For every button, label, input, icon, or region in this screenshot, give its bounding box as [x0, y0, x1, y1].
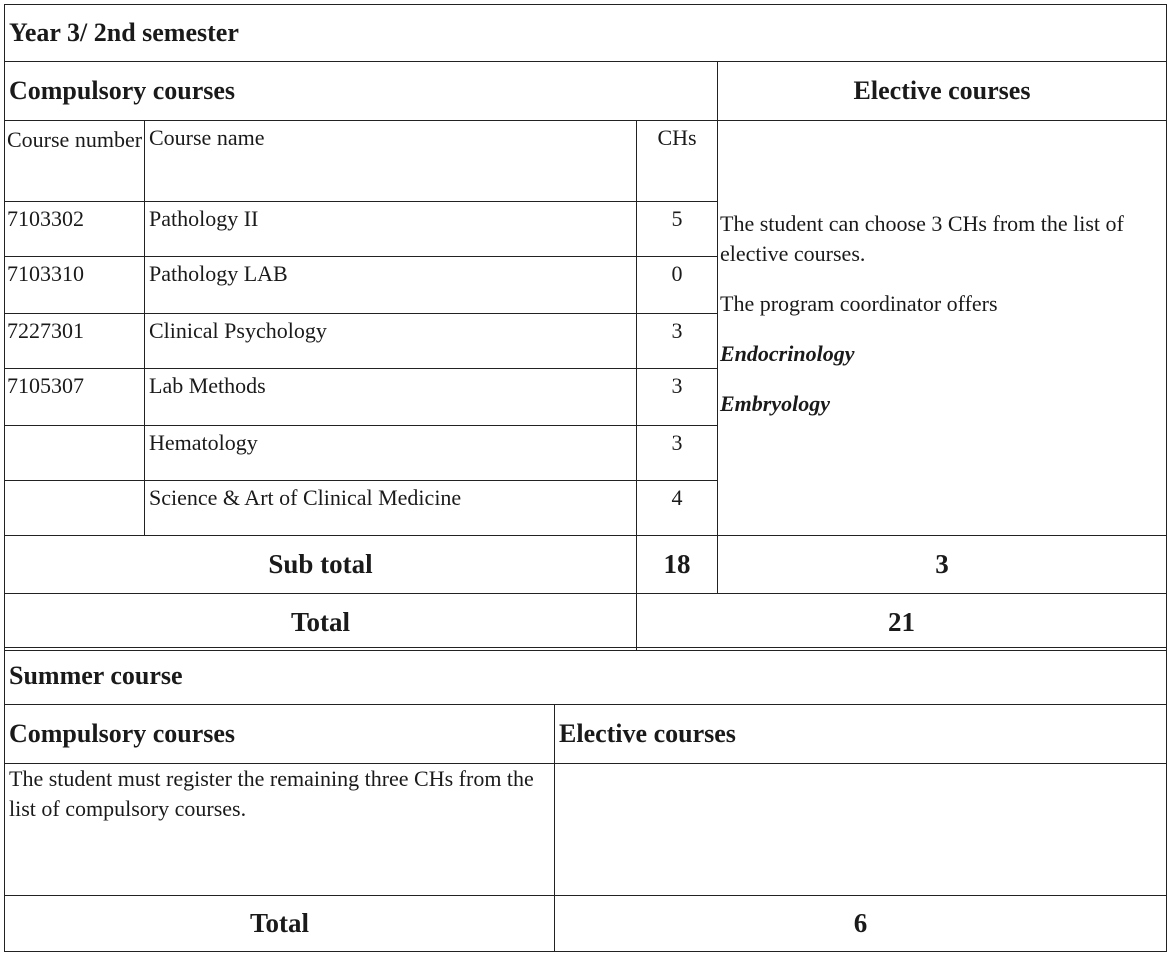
summer-title: Summer course: [5, 648, 1167, 705]
course-chs: 5: [637, 202, 718, 257]
course-chs: 3: [637, 314, 718, 369]
course-number: [5, 481, 145, 536]
elective-offered-1: Endocrinology: [720, 341, 855, 366]
summer-total-value: 6: [555, 896, 1167, 952]
compulsory-heading: Compulsory courses: [5, 62, 718, 121]
course-name: Pathology LAB: [145, 257, 637, 314]
summer-elective-text: [555, 764, 1167, 896]
course-chs: 3: [637, 426, 718, 481]
subtotal-elective: 3: [718, 536, 1167, 594]
course-name: Hematology: [145, 426, 637, 481]
course-chs: 3: [637, 369, 718, 426]
total-value: 21: [637, 594, 1167, 651]
total-label: Total: [5, 594, 637, 651]
summer-table: [4, 647, 1167, 952]
summer-elective-heading: Elective courses: [555, 705, 1167, 764]
semester-title: Year 3/ 2nd semester: [5, 5, 1167, 62]
course-number: 7227301: [5, 314, 145, 369]
course-name: Lab Methods: [145, 369, 637, 426]
subtotal-label: Sub total: [5, 536, 637, 594]
course-number: 7103302: [5, 202, 145, 257]
col-header-name: Course name: [145, 121, 637, 202]
course-chs: 4: [637, 481, 718, 536]
elective-line-1: The student can choose 3 CHs from the list of elective courses.: [720, 211, 1124, 266]
course-chs: 0: [637, 257, 718, 314]
elective-line-2: The program coordinator offers: [720, 291, 998, 316]
summer-total-label: Total: [5, 896, 555, 952]
col-header-chs: CHs: [637, 121, 718, 202]
course-number: 7105307: [5, 369, 145, 426]
col-header-number: Course number: [5, 121, 145, 202]
semester-table: [4, 4, 1167, 651]
summer-compulsory-heading: Compulsory courses: [5, 705, 555, 764]
subtotal-compulsory: 18: [637, 536, 718, 594]
elective-offered-2: Embryology: [720, 391, 830, 416]
course-name: Science & Art of Clinical Medicine: [145, 481, 637, 536]
course-name: Clinical Psychology: [145, 314, 637, 369]
course-name: Pathology II: [145, 202, 637, 257]
course-number: [5, 426, 145, 481]
summer-compulsory-text: The student must register the remaining three CHs from the list of compulsory courses.: [5, 764, 555, 896]
elective-heading: Elective courses: [718, 62, 1167, 121]
course-number: 7103310: [5, 257, 145, 314]
elective-description: [718, 121, 1167, 536]
